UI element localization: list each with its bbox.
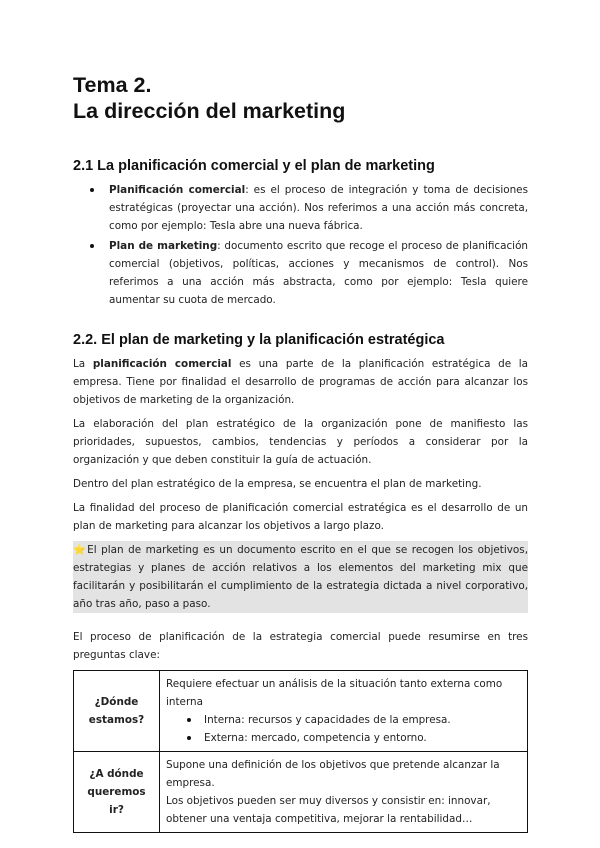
- section-2-body: [73, 355, 528, 664]
- answer-list: [166, 711, 521, 747]
- term-label: Plan de marketing: [109, 240, 218, 252]
- answer-cell: [160, 671, 528, 752]
- page-content: [73, 72, 528, 833]
- bold-term: planificación comercial: [92, 358, 232, 370]
- list-item: [109, 181, 528, 235]
- star-icon: ⭐: [73, 544, 88, 556]
- paragraph: Dentro del plan estratégico de la empresa, se encuentra el plan de marketing.: [73, 478, 482, 490]
- paragraph: [73, 355, 528, 409]
- callout-text: El plan de marketing es un documento escrito en el que se recogen los objetivos, estrategias y planes de acción relativos a los elementos del marketing mix que facilitarán y posibilitarán el cumplimiento de la estrategia dictada a nivel corporativo, año tras año, paso a paso.: [73, 544, 528, 610]
- questions-table: [73, 670, 528, 833]
- table-row: [74, 752, 528, 833]
- answer-cell: [160, 752, 528, 833]
- list-item: [109, 237, 528, 309]
- title-line-1: Tema 2.: [73, 73, 152, 97]
- term-definition: : documento escrito que recoge el proceso de planificación comercial (objetivos, políticas, acciones y mecanismos de control). Nos referimos a una acción más abstracta, como por ejemplo: Tesla quiere aumentar su cuota de mercado.: [109, 240, 529, 306]
- title-line-2: La dirección del marketing: [73, 99, 346, 123]
- term-label: Planificación comercial: [109, 184, 246, 196]
- answer-text: Requiere efectuar un análisis de la situación tanto externa como interna: [166, 678, 503, 708]
- question-cell: ¿A dónde queremos ir?: [74, 752, 160, 833]
- paragraph: La elaboración del plan estratégico de la organización pone de manifiesto las prioridades, supuestos, cambios, tendencias y períodos a considerar por la organización y que deben constituir la guía de actuación.: [73, 418, 528, 466]
- term-definition: : es el proceso de integración y toma de decisiones estratégicas (proyectar una acción). Nos referimos a una acción más concreta, como por ejemplo: Tesla abre una nueva fábrica.: [109, 184, 528, 232]
- table-row: [74, 671, 528, 752]
- section-1-list: [73, 181, 528, 309]
- paragraph-start: La: [73, 358, 93, 370]
- highlighted-callout: [73, 541, 528, 613]
- question-cell: ¿Dónde estamos?: [74, 671, 160, 752]
- answer-text: Los objetivos pueden ser muy diversos y consistir en: innovar, obtener una ventaja competitiva, mejorar la rentabilidad…: [166, 795, 491, 825]
- list-item: Externa: mercado, competencia y entorno.: [204, 729, 521, 747]
- paragraph: La finalidad del proceso de planificación comercial estratégica es el desarrollo de un plan de marketing para alcanzar los objetivos a largo plazo.: [73, 502, 528, 532]
- page-title: [73, 72, 528, 124]
- list-item: Interna: recursos y capacidades de la empresa.: [204, 711, 521, 729]
- section-1-heading: 2.1 La planificación comercial y el plan de marketing: [73, 158, 435, 174]
- section-2-heading: 2.2. El plan de marketing y la planificación estratégica: [73, 332, 445, 348]
- paragraph-rest: es una parte de la planificación estratégica de la empresa. Tiene por finalidad el desarrollo de programas de acción para alcanzar los objetivos de marketing de la organización.: [73, 358, 529, 406]
- table-intro: El proceso de planificación de la estrategia comercial puede resumirse en tres preguntas clave:: [73, 631, 528, 661]
- answer-text: Supone una definición de los objetivos que pretende alcanzar la empresa.: [166, 759, 500, 789]
